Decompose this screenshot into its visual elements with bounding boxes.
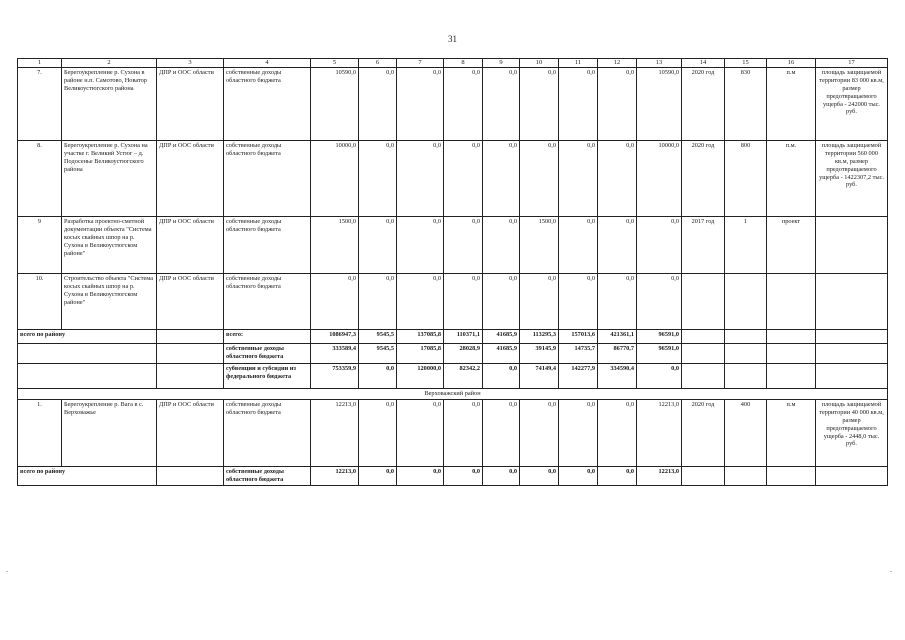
year-cell: 2020 год bbox=[682, 68, 725, 141]
district-total-row bbox=[18, 364, 888, 389]
header-cell: 13 bbox=[637, 59, 682, 68]
value-cell: 0,0 bbox=[359, 141, 397, 217]
value-cell: 421361,1 bbox=[598, 330, 637, 344]
empty-cell bbox=[816, 364, 888, 389]
funding-source: собственные доходы областного бюджета bbox=[224, 68, 311, 141]
executor: ДПР и ООС области bbox=[157, 400, 224, 467]
value-cell: 0,0 bbox=[637, 364, 682, 389]
value-cell: 9545,5 bbox=[359, 330, 397, 344]
empty-cell bbox=[816, 330, 888, 344]
empty-cell bbox=[682, 344, 725, 364]
row-number: 1. bbox=[18, 400, 62, 467]
empty-cell bbox=[767, 467, 816, 486]
value-cell: 0,0 bbox=[483, 274, 520, 330]
value-cell: 0,0 bbox=[359, 217, 397, 274]
value-cell: 12213,0 bbox=[311, 400, 359, 467]
value-cell: 12213,0 bbox=[637, 400, 682, 467]
value-cell: 0,0 bbox=[397, 400, 444, 467]
quantity-cell: 1 bbox=[725, 217, 767, 274]
year-cell: 2017 год bbox=[682, 217, 725, 274]
value-cell: 0,0 bbox=[520, 274, 559, 330]
table-row bbox=[18, 400, 888, 467]
header-cell: 1 bbox=[18, 59, 62, 68]
value-cell: 113295,3 bbox=[520, 330, 559, 344]
quantity-cell: 800 bbox=[725, 141, 767, 217]
value-cell: 0,0 bbox=[559, 467, 598, 486]
district-total-row bbox=[18, 467, 888, 486]
object-name: Берегоукрепление р. Сухона в районе н.п. Самотово, Новатор Великоустюгского района bbox=[62, 68, 157, 141]
row-number: 7. bbox=[18, 68, 62, 141]
quantity-cell bbox=[725, 274, 767, 330]
value-cell: 0,0 bbox=[359, 364, 397, 389]
value-cell: 110371,1 bbox=[444, 330, 483, 344]
row-number: 8. bbox=[18, 141, 62, 217]
value-cell: 0,0 bbox=[397, 68, 444, 141]
value-cell: 10000,0 bbox=[637, 141, 682, 217]
value-cell: 0,0 bbox=[444, 274, 483, 330]
effect-cell bbox=[816, 274, 888, 330]
empty-cell bbox=[682, 330, 725, 344]
value-cell: 0,0 bbox=[598, 217, 637, 274]
value-cell: 0,0 bbox=[559, 141, 598, 217]
empty-cell bbox=[725, 344, 767, 364]
value-cell: 0,0 bbox=[559, 217, 598, 274]
value-cell: 0,0 bbox=[397, 141, 444, 217]
value-cell: 0,0 bbox=[444, 467, 483, 486]
object-name: Берегоукрепление р. Сухона на участке г. Великий Устюг – д. Подосенье Великоустюгского района bbox=[62, 141, 157, 217]
value-cell: 0,0 bbox=[359, 68, 397, 141]
value-cell: 0,0 bbox=[483, 364, 520, 389]
value-cell: 157013,6 bbox=[559, 330, 598, 344]
unit-cell: проект bbox=[767, 217, 816, 274]
value-cell: 0,0 bbox=[483, 217, 520, 274]
header-cell: 7 bbox=[397, 59, 444, 68]
value-cell: 82342,2 bbox=[444, 364, 483, 389]
empty-cell bbox=[157, 330, 224, 344]
value-cell: 10000,0 bbox=[311, 141, 359, 217]
value-cell: 0,0 bbox=[483, 141, 520, 217]
empty-cell bbox=[157, 467, 224, 486]
value-cell: 10590,0 bbox=[637, 68, 682, 141]
empty-cell bbox=[725, 467, 767, 486]
value-cell: 39145,9 bbox=[520, 344, 559, 364]
value-cell: 334590,4 bbox=[598, 364, 637, 389]
empty-cell bbox=[767, 364, 816, 389]
value-cell: 86770,7 bbox=[598, 344, 637, 364]
value-cell: 0,0 bbox=[397, 217, 444, 274]
value-cell: 41685,9 bbox=[483, 344, 520, 364]
empty-cell bbox=[18, 344, 157, 364]
object-name: Берегоукрепление р. Вага в с. Верховажье bbox=[62, 400, 157, 467]
value-cell: 12213,0 bbox=[637, 467, 682, 486]
district-total-row bbox=[18, 344, 888, 364]
header-cell: 4 bbox=[224, 59, 311, 68]
value-cell: 0,0 bbox=[637, 217, 682, 274]
header-cell: 15 bbox=[725, 59, 767, 68]
scan-mark: - bbox=[890, 569, 892, 575]
empty-cell bbox=[725, 330, 767, 344]
empty-cell bbox=[816, 467, 888, 486]
empty-cell bbox=[682, 467, 725, 486]
header-cell: 9 bbox=[483, 59, 520, 68]
empty-cell bbox=[767, 344, 816, 364]
executor: ДПР и ООС области bbox=[157, 274, 224, 330]
value-cell: 0,0 bbox=[559, 68, 598, 141]
district-total-label: всего по району bbox=[18, 330, 157, 344]
executor: ДПР и ООС области bbox=[157, 217, 224, 274]
value-cell: 1500,0 bbox=[520, 217, 559, 274]
value-cell: 0,0 bbox=[520, 141, 559, 217]
value-cell: 0,0 bbox=[444, 141, 483, 217]
empty-cell bbox=[157, 364, 224, 389]
value-cell: 12213,0 bbox=[311, 467, 359, 486]
unit-cell: п.м. bbox=[767, 141, 816, 217]
header-cell: 6 bbox=[359, 59, 397, 68]
header-cell: 10 bbox=[520, 59, 559, 68]
funding-source: всего: bbox=[224, 330, 311, 344]
funding-source: собственные доходы областного бюджета bbox=[224, 141, 311, 217]
row-number: 9 bbox=[18, 217, 62, 274]
value-cell: 17085,8 bbox=[397, 344, 444, 364]
value-cell: 0,0 bbox=[598, 467, 637, 486]
unit-cell: п.м bbox=[767, 400, 816, 467]
value-cell: 0,0 bbox=[559, 274, 598, 330]
value-cell: 0,0 bbox=[520, 68, 559, 141]
value-cell: 0,0 bbox=[311, 274, 359, 330]
value-cell: 0,0 bbox=[637, 274, 682, 330]
year-cell bbox=[682, 274, 725, 330]
empty-cell bbox=[682, 364, 725, 389]
funding-source: собственные доходы областного бюджета bbox=[224, 400, 311, 467]
empty-cell bbox=[18, 364, 157, 389]
quantity-cell: 830 bbox=[725, 68, 767, 141]
header-cell: 2 bbox=[62, 59, 157, 68]
effect-cell: площадь защищаемой территории 40 000 кв.м, размер предотвращаемого ущерба - 2448,0 тыс. руб. bbox=[816, 400, 888, 467]
unit-cell bbox=[767, 274, 816, 330]
header-cell: 17 bbox=[816, 59, 888, 68]
effect-cell: площадь защищаемой территории 560 000 кв.м, размер предотвращаемого ущерба - 1422307,2 тыс. руб. bbox=[816, 141, 888, 217]
header-cell: 3 bbox=[157, 59, 224, 68]
empty-cell bbox=[725, 364, 767, 389]
funding-source: собственные доходы областного бюджета bbox=[224, 274, 311, 330]
table-row bbox=[18, 68, 888, 141]
value-cell: 0,0 bbox=[359, 467, 397, 486]
value-cell: 142277,9 bbox=[559, 364, 598, 389]
scan-mark: - bbox=[6, 569, 8, 575]
unit-cell: п.м bbox=[767, 68, 816, 141]
table-row bbox=[18, 141, 888, 217]
value-cell: 0,0 bbox=[397, 274, 444, 330]
district-total-row bbox=[18, 330, 888, 344]
value-cell: 0,0 bbox=[598, 274, 637, 330]
value-cell: 1086947,3 bbox=[311, 330, 359, 344]
value-cell: 0,0 bbox=[598, 141, 637, 217]
value-cell: 0,0 bbox=[598, 400, 637, 467]
value-cell: 120000,0 bbox=[397, 364, 444, 389]
value-cell: 137085,8 bbox=[397, 330, 444, 344]
object-name: Разработка проектно-сметной документации объекта "Система косых скайных шпор на р. Сухона в Великоустюгском районе" bbox=[62, 217, 157, 274]
value-cell: 753359,9 bbox=[311, 364, 359, 389]
value-cell: 0,0 bbox=[359, 274, 397, 330]
value-cell: 0,0 bbox=[520, 467, 559, 486]
header-cell: 11 bbox=[559, 59, 598, 68]
empty-cell bbox=[816, 344, 888, 364]
value-cell: 14735,7 bbox=[559, 344, 598, 364]
value-cell: 28028,9 bbox=[444, 344, 483, 364]
year-cell: 2020 год bbox=[682, 141, 725, 217]
value-cell: 96591,0 bbox=[637, 330, 682, 344]
value-cell: 10590,0 bbox=[311, 68, 359, 141]
value-cell: 0,0 bbox=[598, 68, 637, 141]
section-title: Верховажский район bbox=[18, 389, 888, 400]
effect-cell bbox=[816, 217, 888, 274]
value-cell: 0,0 bbox=[359, 400, 397, 467]
effect-cell: площадь защищаемой территории 83 000 кв.м, размер предотвращаемого ущерба - 242000 тыс. руб. bbox=[816, 68, 888, 141]
value-cell: 333589,4 bbox=[311, 344, 359, 364]
table-row bbox=[18, 217, 888, 274]
row-number: 10. bbox=[18, 274, 62, 330]
funding-source: субвенции и субсидии из федерального бюджета bbox=[224, 364, 311, 389]
header-cell: 12 bbox=[598, 59, 637, 68]
value-cell: 0,0 bbox=[444, 400, 483, 467]
funding-source: собственные доходы областного бюджета bbox=[224, 217, 311, 274]
header-cell: 14 bbox=[682, 59, 725, 68]
value-cell: 74149,4 bbox=[520, 364, 559, 389]
value-cell: 0,0 bbox=[444, 217, 483, 274]
value-cell: 0,0 bbox=[559, 400, 598, 467]
executor: ДПР и ООС области bbox=[157, 141, 224, 217]
value-cell: 0,0 bbox=[520, 400, 559, 467]
value-cell: 0,0 bbox=[444, 68, 483, 141]
value-cell: 0,0 bbox=[483, 68, 520, 141]
value-cell: 96591,0 bbox=[637, 344, 682, 364]
funding-source: собственные доходы областного бюджета bbox=[224, 467, 311, 486]
value-cell: 41685,9 bbox=[483, 330, 520, 344]
value-cell: 0,0 bbox=[397, 467, 444, 486]
value-cell: 0,0 bbox=[483, 400, 520, 467]
executor: ДПР и ООС области bbox=[157, 68, 224, 141]
district-total-label: всего по району bbox=[18, 467, 157, 486]
section-row bbox=[18, 389, 888, 400]
table-row bbox=[18, 274, 888, 330]
object-name: Строительство объекта "Система косых скайных шпор на р. Сухона в Великоустюгском районе" bbox=[62, 274, 157, 330]
header-row bbox=[18, 59, 888, 68]
value-cell: 1500,0 bbox=[311, 217, 359, 274]
empty-cell bbox=[157, 344, 224, 364]
quantity-cell: 400 bbox=[725, 400, 767, 467]
value-cell: 0,0 bbox=[483, 467, 520, 486]
page-number: 31 bbox=[448, 34, 457, 44]
budget-table bbox=[17, 58, 888, 486]
year-cell: 2020 год bbox=[682, 400, 725, 467]
header-cell: 5 bbox=[311, 59, 359, 68]
empty-cell bbox=[767, 330, 816, 344]
header-cell: 16 bbox=[767, 59, 816, 68]
header-cell: 8 bbox=[444, 59, 483, 68]
value-cell: 9545,5 bbox=[359, 344, 397, 364]
funding-source: собственные доходы областного бюджета bbox=[224, 344, 311, 364]
